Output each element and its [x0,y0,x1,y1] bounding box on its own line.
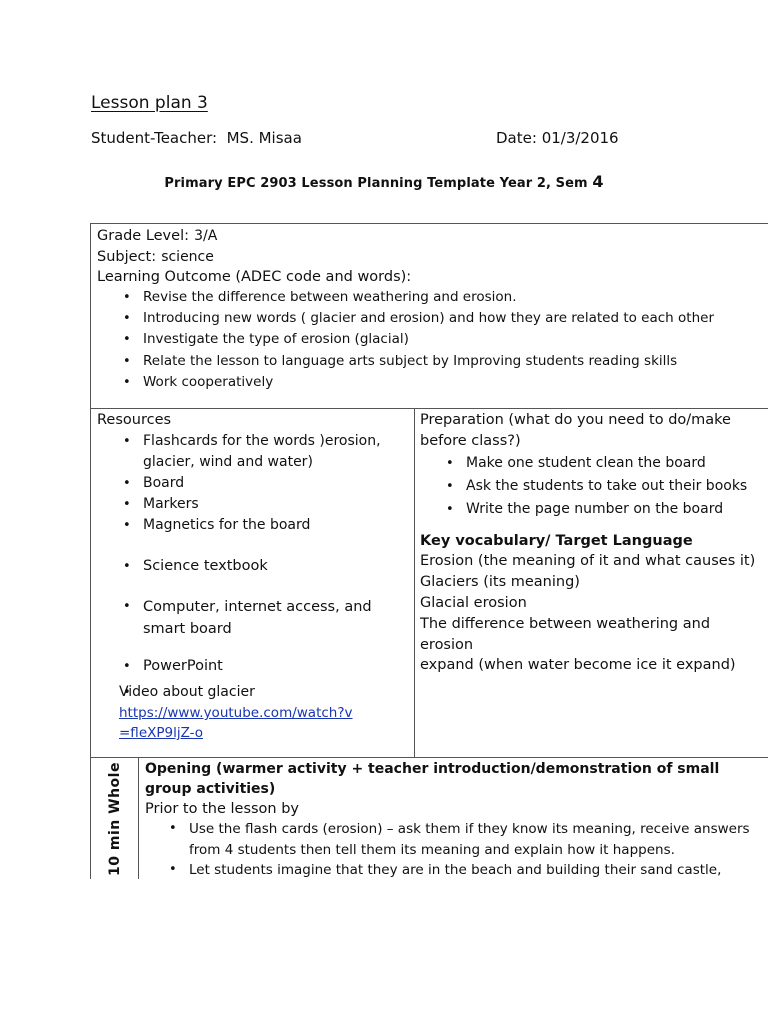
list-item: • Board [97,473,407,494]
template-sem: 4 [592,172,604,191]
list-item: • Revise the difference between weathering and erosion. [97,287,762,308]
vocab-line: Glaciers (its meaning) [420,574,580,591]
list-item: • Flashcards for the words )erosion, glacier, wind and water) [97,431,407,473]
resources-section [97,410,407,743]
time-label-cell [91,758,138,880]
date-line [496,129,619,147]
opening-heading: Opening (warmer activity + teacher introduction/demonstration of small group activities) [145,761,720,797]
list-item: • Make one student clean the board [420,452,765,475]
grade-level-label: Grade Level: [97,228,189,244]
date-label: Date: [496,129,537,147]
learning-outcome-label: Learning Outcome (ADEC code and words): [97,269,412,285]
time-label: 10 min Whole [106,762,123,876]
list-item: • Investigate the type of erosion (glacial) [97,329,762,350]
list-item: • Write the page number on the board [420,498,765,521]
opening-box [90,757,768,879]
vocab-heading: Key vocabulary/ Target Language [420,532,693,549]
column-divider [414,409,415,757]
list-item: • Markers [97,494,407,515]
list-item: • PowerPoint [97,656,407,677]
learning-outcome-list [97,287,762,393]
resources-list [97,431,407,703]
opening-section [145,759,762,881]
student-teacher-label: Student-Teacher: [91,129,218,147]
grade-level-row [97,225,762,246]
resources-heading: Resources [97,412,172,428]
subject-row [97,246,762,267]
list-item: • Video about glacier [97,682,407,703]
resources-preparation-box [90,408,768,758]
subject-value: science [161,249,214,265]
list-item: • Work cooperatively [97,372,762,393]
opening-list [145,819,762,881]
student-teacher-line [91,129,302,147]
preparation-section [420,410,765,676]
list-item: • Science textbook [97,556,407,577]
student-teacher-value: MS. Misaa [226,129,302,147]
opening-intro: Prior to the lesson by [145,801,300,817]
list-item: • Let students imagine that they are in the beach and building their sand castle, [145,860,762,881]
vocab-line: Erosion (the meaning of it and what causes it) [420,553,756,570]
list-item: • Computer, internet access, and smart board [97,596,407,640]
template-title [0,172,768,191]
subject-label: Subject: [97,249,157,265]
video-link[interactable]: https://www.youtube.com/watch?v=fleXP9ljZ-o [119,705,353,741]
list-item: • Magnetics for the board [97,515,407,536]
template-title-text: Primary EPC 2903 Lesson Planning Template Year 2, Sem [164,176,588,191]
vocab-line: The difference between weathering and erosion [420,615,711,653]
vocab-line: Glacial erosion [420,594,527,611]
preparation-heading: Preparation (what do you need to do/make before class?) [420,412,731,449]
preparation-list [420,452,765,521]
grade-level-value: 3/A [194,228,218,244]
column-divider [138,758,139,879]
list-item: • Introducing new words ( glacier and erosion) and how they are related to each other [97,308,762,329]
list-item: • Ask the students to take out their books [420,475,765,498]
page-title: Lesson plan 3 [91,93,208,113]
list-item: • Relate the lesson to language arts subject by Improving students reading skills [97,351,762,372]
vocab-line: expand (when water become ice it expand) [420,657,736,674]
list-item: • Use the flash cards (erosion) – ask them if they know its meaning, receive answers from 4 students then tell them its meaning and explain how it happens. [145,819,762,860]
date-value: 01/3/2016 [541,129,619,147]
lesson-info-box [90,223,768,409]
